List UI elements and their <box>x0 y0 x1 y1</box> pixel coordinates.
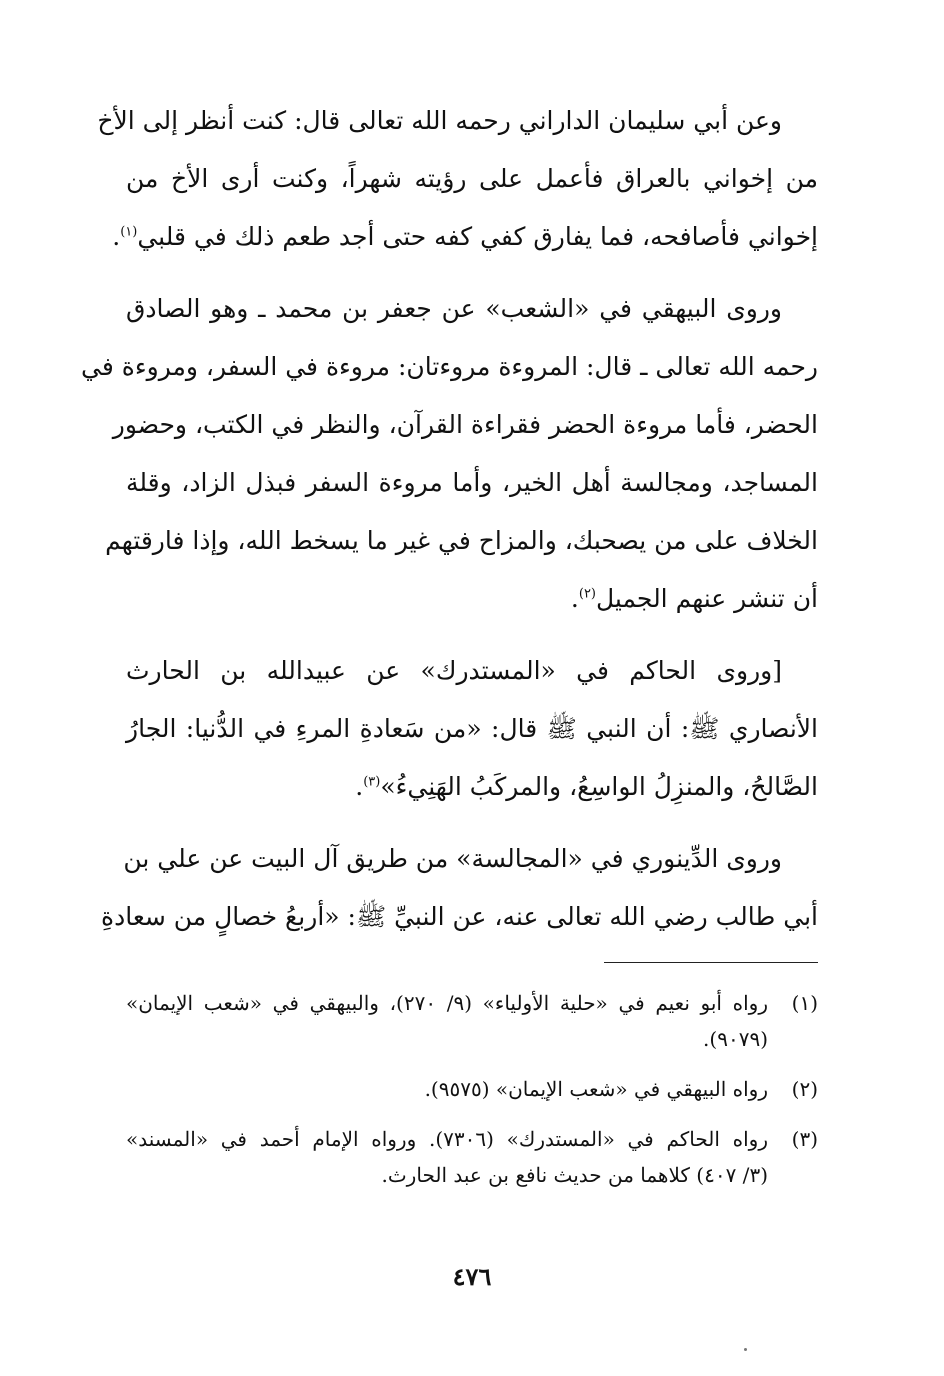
text-line: الحضر، فأما مروءة الحضر فقراءة القرآن، والنظر في الكتب، وحضور <box>112 410 818 439</box>
text-line <box>112 208 818 266</box>
footnote-number: (١) <box>791 991 818 1015</box>
footnote-text <box>126 1071 768 1107</box>
footnote-line: (٣/ ٤٠٧) كلاهما من حديث نافع بن عبد الحارث. <box>381 1163 768 1187</box>
text-line-content: أن تنشر عنهم الجميل <box>596 584 818 613</box>
footnote-line: رواه أبو نعيم في «حلية الأولياء» (٩/ ٢٧٠)، والبيهقي في «شعب الإيمان» <box>126 991 768 1015</box>
text-line-content: إخواني فأصافحه، فما يفارق كفي كفه حتى أجد طعم ذلك في قلبي <box>137 222 818 251</box>
text-line: الخلاف على من يصحبك، والمزاح في غير ما يسخط الله، وإذا فارقتهم <box>105 526 818 555</box>
footnote-line: رواه الحاكم في «المستدرك» (٧٣٠٦). ورواه الإمام أحمد في «المسند» <box>126 1127 768 1151</box>
main-text <box>81 92 818 960</box>
text-line: [وروى الحاكم في «المستدرك» عن عبيدالله بن الحارث <box>126 656 782 685</box>
text-line: الأنصاري ﷺ: أن النبي ﷺ قال: «من سَعادةِ المرءِ في الدُّنيا: الجارُ <box>126 714 818 743</box>
text-line <box>126 758 818 816</box>
page-number: ٤٧٦ <box>452 1262 492 1291</box>
text-line: وروى الدِّينوري في «المجالسة» من طريق آل البيت عن علي بن <box>123 844 782 873</box>
footnotes <box>126 985 818 1207</box>
text-line: وعن أبي سليمان الداراني رحمه الله تعالى قال: كنت أنظر إلى الأخ <box>97 106 782 135</box>
text-line <box>126 570 818 628</box>
footnote-text <box>126 985 768 1057</box>
footnote-number: (٣) <box>791 1127 818 1151</box>
footnote-ref[interactable]: (١) <box>120 224 138 240</box>
text-line: وروى البيهقي في «الشعب» عن جعفر بن محمد ـ وهو الصادق <box>126 294 782 323</box>
footnote-line: رواه البيهقي في «شعب الإيمان» (٩٥٧٥). <box>424 1077 768 1101</box>
footnote-1 <box>126 985 818 1057</box>
text-line-content: الصَّالحُ، والمنزِلُ الواسِعُ، والمركَبُ الهَنِيءُ» <box>380 772 818 801</box>
text-line: رحمه الله تعالى ـ قال: المروءة مروءتان: مروءة في السفر، ومروءة في <box>81 352 818 381</box>
sentence-end: . <box>112 222 121 251</box>
footnote-ref[interactable]: (٣) <box>363 774 381 790</box>
footnote-3 <box>126 1121 818 1193</box>
text-line: أبي طالب رضي الله تعالى عنه، عن النبيِّ ﷺ: «أربعُ خصالٍ من سعادةِ <box>100 902 818 931</box>
footnote-ref[interactable]: (٢) <box>578 586 596 602</box>
sentence-end: . <box>355 772 364 801</box>
footnote-2 <box>126 1071 818 1107</box>
scan-speck <box>744 1348 747 1351</box>
paragraph-4 <box>100 830 818 946</box>
paragraph-2 <box>81 280 818 628</box>
paragraph-3 <box>126 642 818 816</box>
paragraph-1 <box>97 92 818 266</box>
text-line: المساجد، ومجالسة أهل الخير، وأما مروءة السفر فبذل الزاد، وقلة <box>126 468 818 497</box>
footnote-separator <box>604 962 818 963</box>
footnote-line: (٩٠٧٩). <box>703 1027 768 1051</box>
footnote-text <box>126 1121 768 1193</box>
sentence-end: . <box>570 584 579 613</box>
footnote-number: (٢) <box>791 1077 818 1101</box>
text-line: من إخواني بالعراق فأعمل على رؤيته شهراً، وكنت أرى الأخ من <box>126 164 818 193</box>
